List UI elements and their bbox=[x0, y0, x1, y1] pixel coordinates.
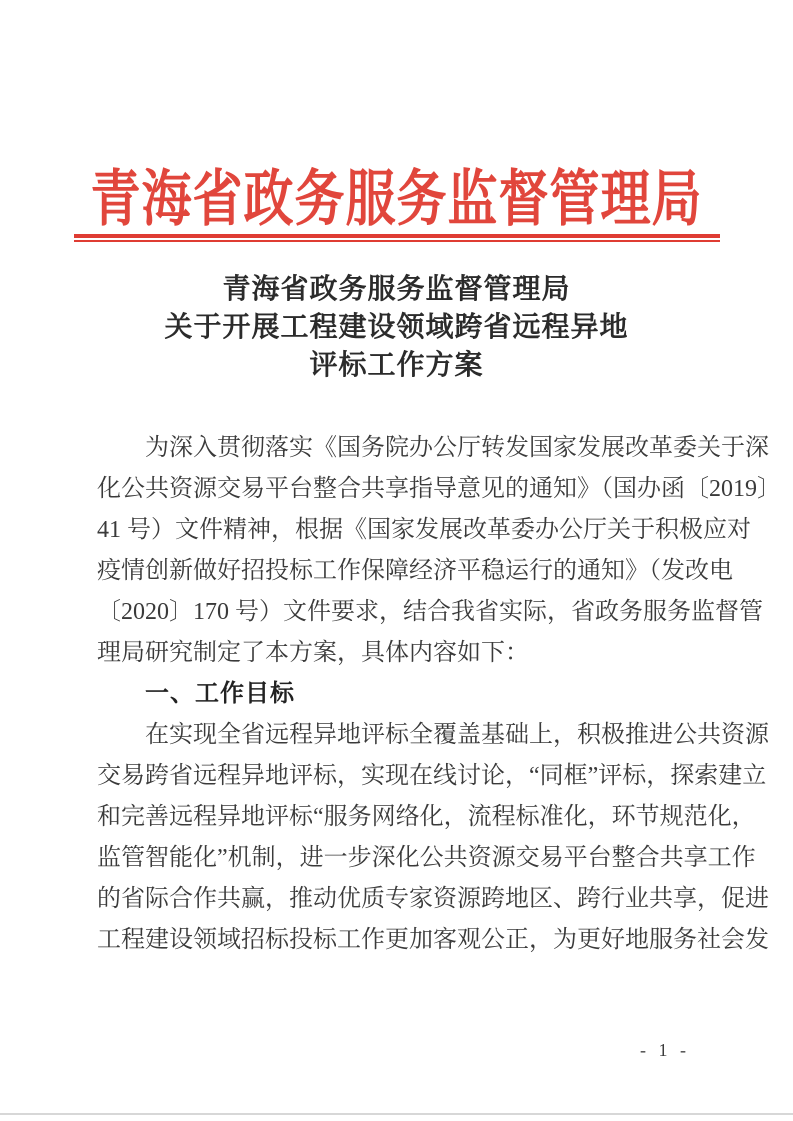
body-line: 〔2020〕170 号）文件要求，结合我省实际，省政务服务监督管 bbox=[97, 599, 763, 625]
document-body bbox=[97, 428, 781, 961]
body-line: 化公共资源交易平台整合共享指导意见的通知》（国办函〔2019〕 bbox=[97, 476, 781, 502]
body-line: 交易跨省远程异地评标，实现在线讨论，“同框”评标，探索建立 bbox=[97, 763, 767, 789]
section-heading: 一、工作目标 bbox=[145, 681, 295, 707]
body-line: 41 号）文件精神，根据《国家发展改革委办公厅关于积极应对 bbox=[97, 517, 751, 543]
divider-thin-rule bbox=[74, 240, 720, 242]
body-line: 的省际合作共赢，推动优质专家资源跨地区、跨行业共享，促进 bbox=[97, 886, 769, 912]
body-line: 工程建设领域招标投标工作更加客观公正，为更好地服务社会发 bbox=[97, 927, 769, 953]
body-line: 监管智能化”机制，进一步深化公共资源交易平台整合共享工作 bbox=[97, 845, 756, 871]
body-line: 在实现全省远程异地评标全覆盖基础上，积极推进公共资源 bbox=[145, 722, 769, 748]
letterhead-agency-name: 青海省政务服务监督管理局 bbox=[90, 164, 703, 233]
body-line: 为深入贯彻落实《国务院办公厅转发国家发展改革委关于深 bbox=[145, 435, 769, 461]
body-line: 和完善远程异地评标“服务网络化，流程标准化，环节规范化， bbox=[97, 804, 756, 830]
scan-edge bbox=[0, 1113, 793, 1115]
body-line: 理局研究制定了本方案，具体内容如下： bbox=[97, 640, 529, 666]
divider-thick-rule bbox=[74, 234, 720, 238]
document-title-line-1: 青海省政务服务监督管理局 bbox=[222, 274, 571, 305]
document-title-line-2: 关于开展工程建设领域跨省远程异地 bbox=[164, 312, 629, 343]
body-line: 疫情创新做好招投标工作保障经济平稳运行的通知》（发改电 bbox=[97, 558, 733, 584]
page-number: - 1 - bbox=[640, 1040, 690, 1060]
document-title bbox=[0, 271, 793, 385]
letterhead-divider bbox=[74, 234, 720, 242]
document-title-line-3: 评标工作方案 bbox=[309, 350, 484, 381]
